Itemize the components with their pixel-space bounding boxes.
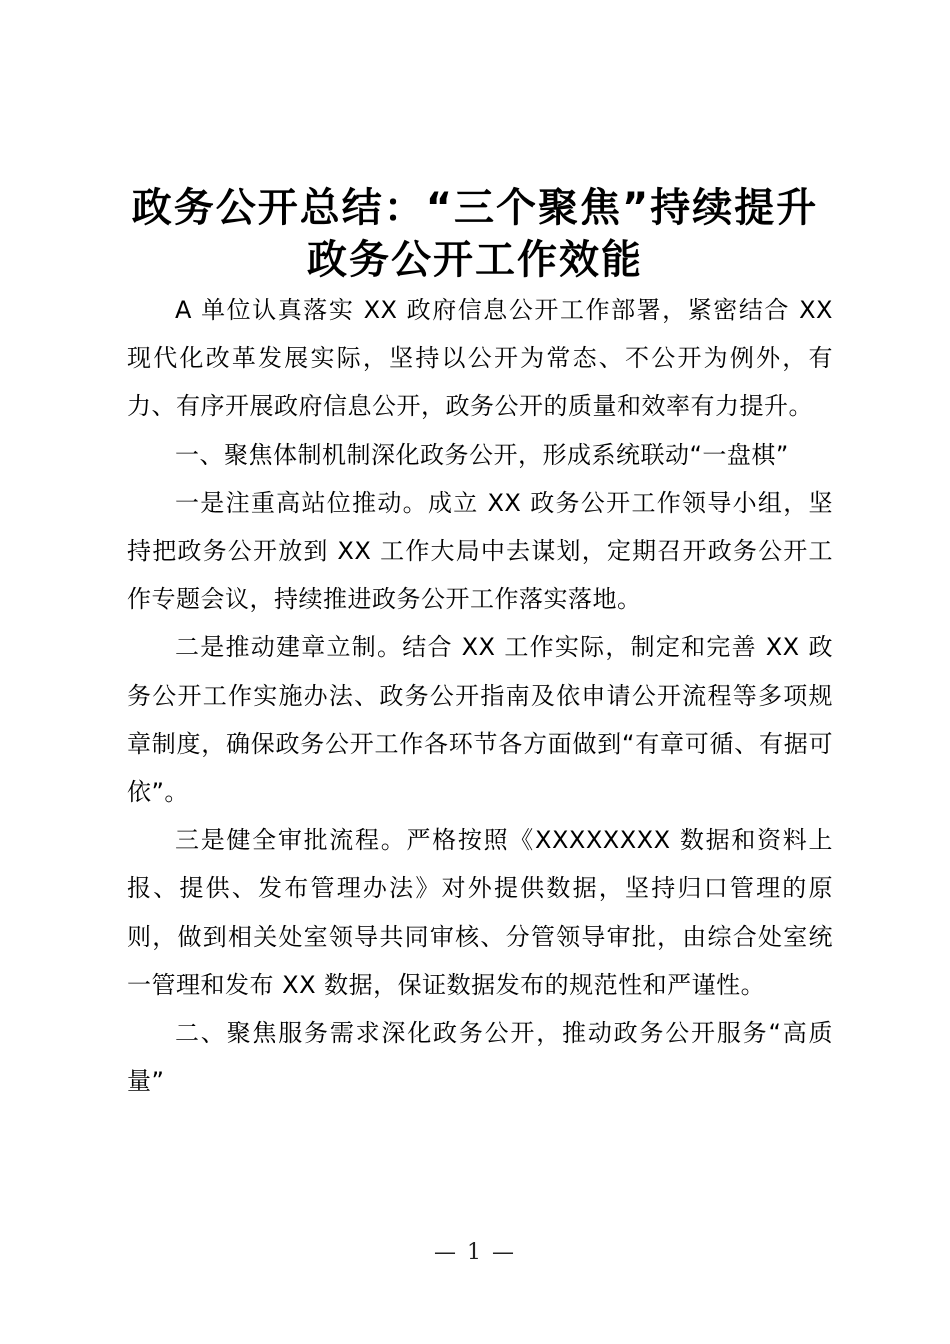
section-heading-2: 二、聚焦服务需求深化政务公开，推动政务公开服务“高质量” — [127, 1019, 833, 1096]
body-paragraph: 一是注重高站位推动。成立 XX 政务公开工作领导小组，坚持把政务公开放到 XX 工作大局中去谋划，定期召开政务公开工作专题会议，持续推进政务公开工作落实落地。 — [127, 488, 833, 614]
body-paragraph: 三是健全审批流程。严格按照《XXXXXXXX 数据和资料上报、提供、发布管理办法》对外提供数据，坚持归口管理的原则，做到相关处室领导共同审核、分管领导审批，由综合处室统一管理和发布 XX 数据，保证数据发布的规范性和严谨性。 — [127, 826, 833, 999]
intro-paragraph: A 单位认真落实 XX 政府信息公开工作部署，紧密结合 XX 现代化改革发展实际，坚持以公开为常态、不公开为例外，有力、有序开展政府信息公开，政务公开的质量和效率有力提升。 — [127, 296, 833, 421]
section-heading-1: 一、聚焦体制机制深化政务公开，形成系统联动“一盘棋” — [175, 440, 789, 469]
body-paragraph: 二是推动建章立制。结合 XX 工作实际，制定和完善 XX 政务公开工作实施办法、政务公开指南及依申请公开流程等多项规章制度，确保政务公开工作各环节各方面做到“有章可循、有据可依”。 — [127, 633, 833, 807]
document-title-line-1: 政务公开总结：“三个聚焦”持续提升 — [131, 185, 819, 231]
page-number: — 1 — — [434, 1240, 516, 1265]
document-body — [127, 286, 833, 1105]
document-title-line-2: 政务公开工作效能 — [307, 237, 643, 283]
